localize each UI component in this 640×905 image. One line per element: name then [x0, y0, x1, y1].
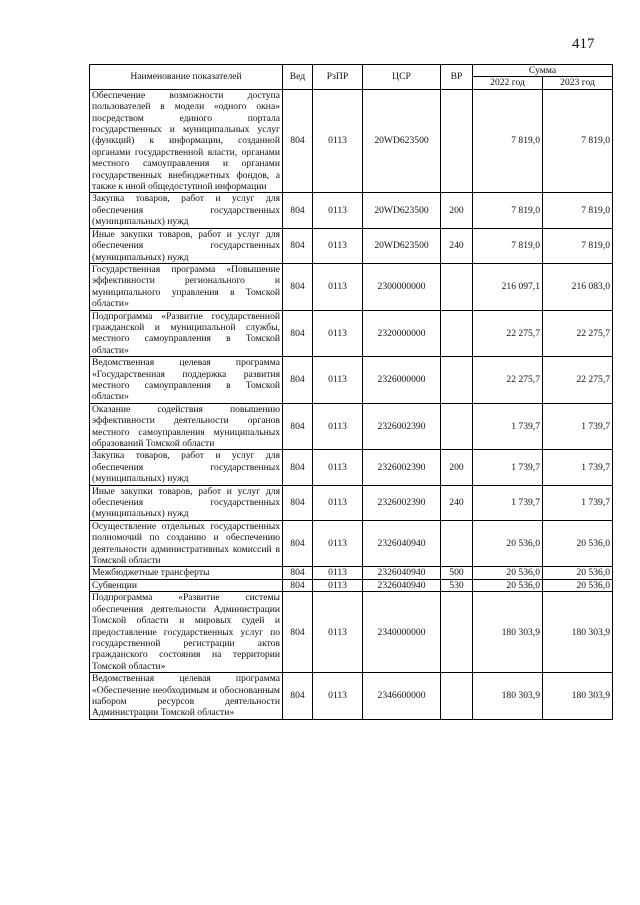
- row-name: Ведомственная целевая программа «Обеспечение необходимым и обоснованным набором ресурсов деятельности Администрации Томской области»: [90, 673, 283, 720]
- row-rzpr: 0113: [313, 673, 363, 720]
- row-ved: 804: [283, 520, 313, 567]
- row-sum-2023: 20 536,0: [543, 520, 613, 567]
- row-sum-2022: 20 536,0: [473, 567, 543, 579]
- row-sum-2023: 22 275,7: [543, 357, 613, 404]
- row-csr: 2320000000: [363, 310, 441, 357]
- row-sum-2022: 180 303,9: [473, 592, 543, 673]
- row-rzpr: 0113: [313, 193, 363, 228]
- row-ved: 804: [283, 357, 313, 404]
- row-csr: 2326040940: [363, 579, 441, 591]
- row-sum-2023: 20 536,0: [543, 579, 613, 591]
- row-csr: 2326002390: [363, 403, 441, 450]
- row-ved: 804: [283, 228, 313, 263]
- row-vr: 200: [441, 450, 473, 485]
- row-csr: 20WD623500: [363, 228, 441, 263]
- table-row: [90, 485, 613, 520]
- row-sum-2023: 216 083,0: [543, 263, 613, 310]
- row-sum-2023: 1 739,7: [543, 485, 613, 520]
- table-row: [90, 310, 613, 357]
- table-row: [90, 673, 613, 720]
- row-sum-2023: 180 303,9: [543, 592, 613, 673]
- row-sum-2022: 180 303,9: [473, 673, 543, 720]
- row-name: Иные закупки товаров, работ и услуг для обеспечения государственных (муниципальных) нужд: [90, 228, 283, 263]
- row-sum-2023: 1 739,7: [543, 450, 613, 485]
- row-rzpr: 0113: [313, 567, 363, 579]
- row-vr: [441, 403, 473, 450]
- header-2022: 2022 год: [473, 77, 543, 89]
- row-name: Подпрограмма «Развитие системы обеспечения деятельности Администрации Томской области и мировых судей и предоставление государственных услуг по государственной регистрации актов гражданского состояния на территории Томской области»: [90, 592, 283, 673]
- row-rzpr: 0113: [313, 228, 363, 263]
- row-vr: [441, 357, 473, 404]
- row-name: Осуществление отдельных государственных полномочий по созданию и обеспечению деятельности административных комиссий в Томской области: [90, 520, 283, 567]
- row-sum-2023: 7 819,0: [543, 89, 613, 193]
- row-ved: 804: [283, 263, 313, 310]
- row-ved: 804: [283, 450, 313, 485]
- row-rzpr: 0113: [313, 89, 363, 193]
- row-sum-2022: 1 739,7: [473, 450, 543, 485]
- row-sum-2022: 7 819,0: [473, 89, 543, 193]
- row-vr: 530: [441, 579, 473, 591]
- table-row: [90, 403, 613, 450]
- row-sum-2022: 1 739,7: [473, 403, 543, 450]
- row-sum-2022: 20 536,0: [473, 579, 543, 591]
- row-rzpr: 0113: [313, 579, 363, 591]
- row-csr: 2346600000: [363, 673, 441, 720]
- header-sum: Сумма: [473, 65, 613, 77]
- header-rzpr: РзПР: [313, 65, 363, 90]
- row-sum-2023: 7 819,0: [543, 193, 613, 228]
- row-csr: 2300000000: [363, 263, 441, 310]
- row-ved: 804: [283, 592, 313, 673]
- row-vr: [441, 592, 473, 673]
- table-row: [90, 450, 613, 485]
- row-sum-2022: 20 536,0: [473, 520, 543, 567]
- row-vr: [441, 520, 473, 567]
- row-sum-2023: 22 275,7: [543, 310, 613, 357]
- header-ved: Вед: [283, 65, 313, 90]
- row-sum-2022: 22 275,7: [473, 357, 543, 404]
- table-row: [90, 567, 613, 579]
- row-rzpr: 0113: [313, 450, 363, 485]
- table-row: [90, 520, 613, 567]
- row-name: Закупка товаров, работ и услуг для обеспечения государственных (муниципальных) нужд: [90, 193, 283, 228]
- row-rzpr: 0113: [313, 520, 363, 567]
- row-name: Оказание содействия повышению эффективности деятельности органов местного самоуправления муниципальных образований Томской области: [90, 403, 283, 450]
- row-rzpr: 0113: [313, 403, 363, 450]
- table-row: [90, 89, 613, 193]
- row-rzpr: 0113: [313, 485, 363, 520]
- row-name: Субвенции: [90, 579, 283, 591]
- row-name: Ведомственная целевая программа «Государственная поддержка развития местного самоуправления в Томской области»: [90, 357, 283, 404]
- table-row: [90, 263, 613, 310]
- header-vr: ВР: [441, 65, 473, 90]
- budget-table: [89, 64, 613, 720]
- row-ved: 804: [283, 89, 313, 193]
- row-vr: [441, 263, 473, 310]
- row-csr: 2326002390: [363, 485, 441, 520]
- row-rzpr: 0113: [313, 310, 363, 357]
- header-csr: ЦСР: [363, 65, 441, 90]
- row-csr: 2340000000: [363, 592, 441, 673]
- row-csr: 2326000000: [363, 357, 441, 404]
- row-csr: 20WD623500: [363, 89, 441, 193]
- row-csr: 20WD623500: [363, 193, 441, 228]
- table-row: [90, 193, 613, 228]
- row-name: Государственная программа «Повышение эффективности регионального и муниципального управления в Томской области»: [90, 263, 283, 310]
- table-row: [90, 592, 613, 673]
- row-vr: 240: [441, 228, 473, 263]
- row-sum-2023: 7 819,0: [543, 228, 613, 263]
- header-name: Наименование показателей: [90, 65, 283, 90]
- table-row: [90, 357, 613, 404]
- row-sum-2023: 180 303,9: [543, 673, 613, 720]
- row-rzpr: 0113: [313, 263, 363, 310]
- row-vr: [441, 673, 473, 720]
- row-name: Закупка товаров, работ и услуг для обеспечения государственных (муниципальных) нужд: [90, 450, 283, 485]
- row-rzpr: 0113: [313, 592, 363, 673]
- row-name: Обеспечение возможности доступа пользователей в модели «одного окна» посредством единого портала государственных и муниципальных услуг (функций) к информации, созданной органами государственной власти, органами местного самоуправления и органами государственных внебюджетных фондов, а также к иной общедоступной информации: [90, 89, 283, 193]
- page-number: 417: [572, 36, 595, 52]
- row-vr: 200: [441, 193, 473, 228]
- row-csr: 2326002390: [363, 450, 441, 485]
- table-row: [90, 579, 613, 591]
- row-csr: 2326040940: [363, 567, 441, 579]
- row-name: Подпрограмма «Развитие государственной гражданской и муниципальной службы, местного самоуправления в Томской области»: [90, 310, 283, 357]
- row-sum-2022: 7 819,0: [473, 228, 543, 263]
- row-sum-2022: 216 097,1: [473, 263, 543, 310]
- row-ved: 804: [283, 193, 313, 228]
- row-sum-2023: 1 739,7: [543, 403, 613, 450]
- row-ved: 804: [283, 310, 313, 357]
- row-sum-2022: 7 819,0: [473, 193, 543, 228]
- row-ved: 804: [283, 403, 313, 450]
- row-sum-2023: 20 536,0: [543, 567, 613, 579]
- row-ved: 804: [283, 485, 313, 520]
- row-csr: 2326040940: [363, 520, 441, 567]
- table-row: [90, 228, 613, 263]
- row-sum-2022: 22 275,7: [473, 310, 543, 357]
- row-ved: 804: [283, 673, 313, 720]
- row-ved: 804: [283, 579, 313, 591]
- row-ved: 804: [283, 567, 313, 579]
- header-2023: 2023 год: [543, 77, 613, 89]
- row-vr: 240: [441, 485, 473, 520]
- row-vr: [441, 89, 473, 193]
- row-rzpr: 0113: [313, 357, 363, 404]
- row-name: Иные закупки товаров, работ и услуг для обеспечения государственных (муниципальных) нужд: [90, 485, 283, 520]
- row-vr: [441, 310, 473, 357]
- row-vr: 500: [441, 567, 473, 579]
- row-sum-2022: 1 739,7: [473, 485, 543, 520]
- row-name: Межбюджетные трансферты: [90, 567, 283, 579]
